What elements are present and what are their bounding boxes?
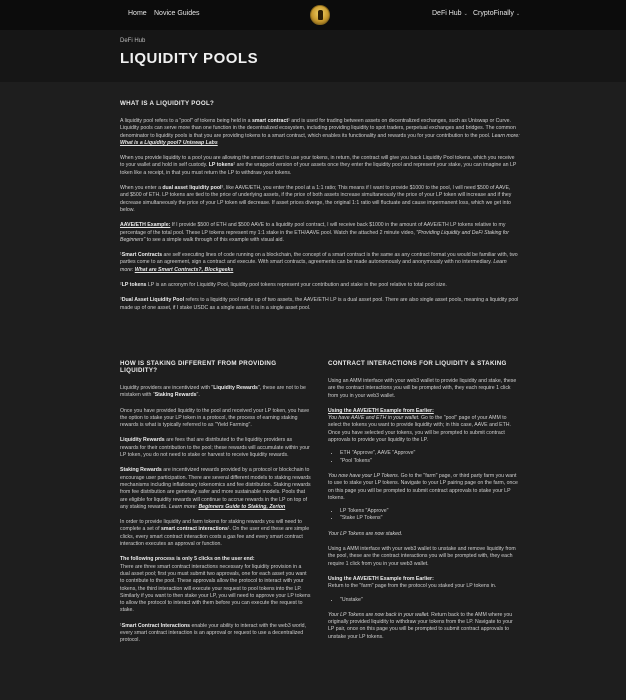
section-what-is-liquidity-pool — [120, 100, 520, 312]
paragraph: Staking Rewards are incentivized rewards provided by a protocol or blockchain to encourage user participation. There are several different models to staking rewards mechanisms including inflationary tokenomics and fee distribution. Staking rewards from fee distribution are generally safer and more sustainable models. Pools that are eligible for liquidity rewards will continue to accrue rewards in the LP on top of any staking rewards. Learn more: Beginners Guide to Staking, Zerion — [120, 467, 311, 510]
footnote: ¹Smart Contracts are self executing lines of code running on a blockchain, the concept of a smart contract is the same as any contract format you would be familiar with, two parties come to an agreement, sign a contract and execute. With smart contracts, agreements can be made autonomously and anonymously with no intermediary. Learn more: What are Smart Contracts?, Blockgeeks — [120, 252, 518, 273]
footnote: ³Dual Asset Liquidity Pool refers to a liquidity pool made up of two assets, the AAVE/ETH LP is a dual asset pool. There are also single asset pools, meaning a liquidity pool made up of one asset, if I stake USDC as a single asset, it is in a single asset pool. — [120, 297, 519, 311]
paragraph: Once you have provided liquidity to the pool and received your LP token, you have the option to stake your LP token in a protocol, the process of earning staking rewards is what is typically referred to as "Yield Farming". — [120, 407, 310, 429]
section-staking-vs-liquidity — [120, 360, 312, 645]
stake-list — [328, 508, 520, 523]
chevron-down-icon: ⌄ — [463, 11, 468, 17]
site-logo[interactable] — [310, 5, 330, 25]
nav-novice-guides-link[interactable]: Novice Guides — [154, 10, 200, 17]
page-title: LIQUIDITY POOLS — [120, 50, 259, 67]
paragraph: When you provide liquidity to a pool you are allowing the smart contract to use your tokens, in return, the contract will give you back Liquidity Pool tokens, which you receive to your wallet and hold in self custody. LP tokens² are the wrapped version of your assets once they enter the liquidity pool and represent your stake, you can imagine an LP token like a receipt, in that you must return the LP to withdraw your tokens. — [120, 155, 517, 176]
main-content — [0, 82, 626, 700]
section-heading: CONTRACT INTERACTIONS FOR LIQUIDITY & STAKING — [328, 360, 507, 367]
paragraph: Using the AAVE/ETH Example from Earlier: You have AAVE and ETH in your wallet. Go to the "pool" page of your AMM to select the tokens you want to provide liquidity with; in this case, AAVE and ETH. Once you have selected your tokens, you will be prompted to submit contract approvals to provide your liquidity to the LP. — [328, 407, 511, 444]
section-contract-interactions — [328, 360, 520, 641]
top-nav — [0, 0, 626, 30]
list-item: • "Stake LP Tokens" — [340, 515, 520, 522]
breadcrumb[interactable]: DeFi Hub — [120, 38, 146, 44]
paragraph: The following process is only 5 clicks on the user end: There are three smart contract interactions necessary for liquidity provision in a dual asset pool; first you must submit two approvals, one for each asset you want to contribute to the pool. These approvals allow the protocol to interact with your tokens, the third interaction will execute your request to pool tokens into the LP. Similarly if you want to then stake your LP, you will need to approve your LP tokens to allow the protocol to interact with them before you can execute the request to stake. — [120, 556, 311, 614]
paragraph: Using an AMM interface with your web3 wallet to provide liquidity and stake, these are the contract interactions you will be prompted with, they each require 1 click from you in your web3 wallet. — [328, 378, 517, 399]
page-hero — [0, 30, 626, 82]
paragraph: A liquidity pool refers to a "pool" of tokens being held in a smart contract¹ and is used for trading between assets on decentralized exchanges, such as Uniswap or Curve. Liquidity pools can serve more than one function in the decentralized ecosystem, including providing liquidity to spot traders, perpetual exchanges and bridges. The common denominator to liquidity pools is that you are providing tokens to a smart contract, which enables its functionality and rewards you for your contribution to the pool. Learn more: What is a Liquidity pool? Uniswap Labs — [120, 118, 520, 146]
list-item: • LP Tokens "Approve" — [340, 508, 520, 515]
paragraph: When you enter a dual asset liquidity pool³, like AAVE/ETH, you enter the pool at a 1:1 ratio; This means if I want to provide $1000 to the pool, I will need $500 of AAVE, and $500 of ETH. LP tokens are tied to the price of underlying assets, if the price of both assets increase simultaneously the price of your LP token will increase and if they decrease simultaneously the price of your LP token will decrease. If asset prices diverge, the original 1:1 ratio will fluctuate and cause impermanent loss, which we get into below. — [120, 185, 512, 213]
section-heading: WHAT IS A LIQUIDITY POOL? — [120, 100, 215, 107]
paragraph: Liquidity providers are incentivized with "Liquidity Rewards", these are not to be mistaken with "Staking Rewards". — [120, 385, 306, 399]
zerion-learn-more-link[interactable]: Beginners Guide to Staking, Zerion — [198, 503, 286, 510]
logo-figure-icon — [318, 10, 323, 20]
chevron-down-icon: ⌄ — [515, 11, 521, 17]
nav-cryptofinally-label: CryptoFinally — [473, 10, 514, 17]
footnote: ¹Smart Contract Interactions enable your ability to interact with the web3 world, every smart contract interaction is an approval or request to use a decentralized protocol. — [120, 622, 306, 644]
nav-home-link[interactable]: Home — [128, 10, 147, 17]
blockgeeks-learn-more-link[interactable]: What are Smart Contracts?, Blockgeeks — [134, 266, 234, 273]
paragraph: Your LP Tokens are now staked. — [328, 530, 403, 537]
section-heading: HOW IS STAKING DIFFERENT FROM PROVIDING LIQUIDITY? — [120, 360, 277, 374]
list-item: • "Pool Tokens" — [340, 458, 520, 465]
paragraph: Using a AMM interface with your web3 wallet to unstake and remove liquidity from the pool, these are the contract interactions you will be prompted with, they each require 1 click from you in your web3 wallet. — [328, 546, 516, 567]
list-item: • ETH "Approve", AAVE "Approve" — [340, 450, 520, 457]
list-item: • "Unstake" — [340, 597, 520, 604]
footnote: ²LP tokens LP is an acronym for Liquidity Pool, liquidity pool tokens represent your contribution and stake in the pool relative to total pool size. — [120, 282, 447, 289]
nav-cryptofinally-dropdown[interactable] — [473, 10, 520, 17]
paragraph: Your LP Tokens are now back in your wallet. Return back to the AMM where you originally provided liquidity to withdraw your tokens from the LP. Navigate to your LP pair, once on this page you will be prompted to submit contract approvals to unstake your LP tokens. — [328, 611, 513, 640]
uniswap-learn-more-link[interactable]: What is a Liquidity pool? Uniswap Labs — [120, 139, 218, 146]
unstake-list — [328, 597, 520, 604]
nav-defi-hub-label: DeFi Hub — [432, 10, 462, 17]
approval-list — [328, 450, 520, 465]
paragraph: Using the AAVE/ETH Example from Earlier: Return to the "farm" page from the protocol you staked your LP tokens in. — [328, 575, 497, 590]
nav-defi-hub-dropdown[interactable] — [432, 10, 468, 17]
paragraph: Liquidity Rewards are fees that are distributed to the liquidity providers as rewards for their contribution to the pool; these rewards will accumulate within your LP token, you do not need to stake or harvest to receive liquidity rewards. — [120, 437, 310, 459]
paragraph: AAVE/ETH Example: If I provide $500 of ETH and $500 AAVE to a liquidity pool contract, I will receive back $1000 in the amount of AAVE/ETH LP tokens relative to my percentage of the total pool. These LP tokens represent my 1:1 stake in the ETH/AAVE pool. Watch the attached 2 minute video, "Providing Liquidity and DeFi Staking for Beginners" to see a simple walk through of this example with visual aid. — [120, 222, 509, 243]
paragraph: In order to provide liquidity and farm tokens for staking rewards you will need to complete a set of smart contract interactions¹. On the user end these are simple clicks, every smart contract interaction costs a gas fee and every smart contract interaction executes an approval or function. — [120, 519, 310, 548]
paragraph: You now have your LP Tokens. Go to the "farm" page, or third party farm you want to use to stake your LP tokens. Navigate to your LP pairing page on the farm, once on this page you will be prompted to submit contract approvals to stake your LP tokens. — [328, 472, 518, 501]
